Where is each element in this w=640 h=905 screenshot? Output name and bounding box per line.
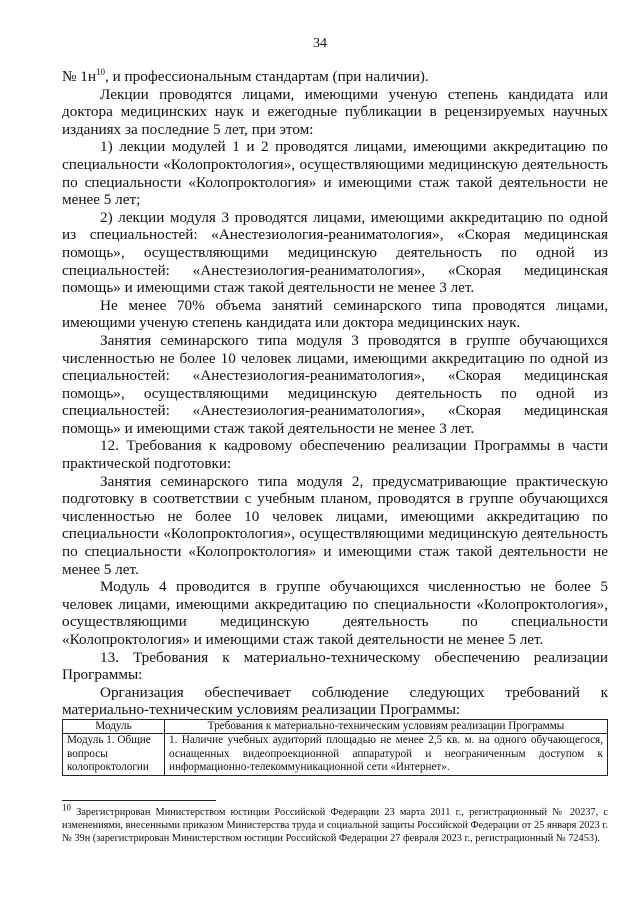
footnote xyxy=(62,802,608,845)
paragraph: Лекции проводятся лицами, имеющими ученую степень кандидата или доктора медицинских наук и ежегодные публикации в рецензируемых научных изданиях за последние 5 лет, при этом: xyxy=(62,85,608,138)
page-number: 34 xyxy=(313,36,327,51)
module-cell: Модуль 1. Общие вопросы колопроктологии xyxy=(63,734,165,776)
paragraph-text: № 1н xyxy=(62,68,97,85)
footnote-text: Зарегистрирован Министерством юстиции Российской Федерации 23 марта 2011 г., регистрационный № 20237, с изменениями, внесенными приказом Министерства труда и социальной защиты Российской Федерации от 25 января 2023 г. № 39н (зарегистрирован Министерством юстиции Российской Федерации 27 февраля 2023 г., регистрационный № 72453). xyxy=(62,807,608,844)
paragraph: Не менее 70% объема занятий семинарского типа проводятся лицами, имеющими ученую степень кандидата или доктора медицинских наук. xyxy=(62,296,608,332)
document-body xyxy=(62,68,608,776)
requirements-table xyxy=(62,719,608,776)
paragraph: 2) лекции модуля 3 проводятся лицами, имеющими аккредитацию по одной из специальностей: «Анестезиология-реаниматология», «Скорая медицинская помощь», осуществляющими медицинскую деятельность по одной из специальностей: «Анестезиология-реаниматология», «Скорая медицинская помощь» и имеющими стаж такой деятельности не менее 3 лет. xyxy=(62,208,608,297)
paragraph: Занятия семинарского типа модуля 2, предусматривающие практическую подготовку в соответствии с учебным планом, проводятся в группе обучающихся численностью не более 10 человек лицами, имеющими аккредитацию по специальности «Колопроктология», осуществляющими медицинскую деятельность по специальности «Колопроктология» и имеющими стаж такой деятельности не менее 5 лет. xyxy=(62,472,608,578)
section-heading: 12. Требования к кадровому обеспечению реализации Программы в части практической подготовки: xyxy=(62,437,608,473)
column-header: Требования к материально-техническим условиям реализации Программы xyxy=(165,719,608,734)
table-row xyxy=(63,734,608,776)
column-header: Модуль xyxy=(63,719,165,734)
requirement-cell: 1. Наличие учебных аудиторий площадью не менее 2,5 кв. м. на одного обучающегося, оснащенных видеопроекционной аппаратурой и неограниченным доступом к информационно-телекоммуникационной сети «Интернет». xyxy=(165,734,608,776)
footnote-ref[interactable]: 10 xyxy=(96,66,106,77)
paragraph-text: , и профессиональным стандартам (при наличии). xyxy=(105,68,429,85)
footnote-divider xyxy=(62,800,216,801)
section-heading: 13. Требования к материально-техническому обеспечению реализации Программы: xyxy=(62,648,608,684)
paragraph xyxy=(62,68,608,86)
paragraph: 1) лекции модулей 1 и 2 проводятся лицами, имеющими аккредитацию по специальности «Колопроктология», осуществляющими медицинскую деятельность по специальности «Колопроктология» и имеющими стаж такой деятельности не менее 5 лет; xyxy=(62,138,608,209)
footnote-mark: 10 xyxy=(62,802,71,813)
paragraph: Модуль 4 проводится в группе обучающихся численностью не более 5 человек лицами, имеющими аккредитацию по специальности «Колопроктология», осуществляющими медицинскую деятельность по специальности «Колопроктология» и имеющими стаж такой деятельности не менее 5 лет. xyxy=(62,578,608,648)
table-header-row xyxy=(63,719,608,734)
paragraph: Организация обеспечивает соблюдение следующих требований к материально-техническим условиям реализации Программы: xyxy=(62,683,608,719)
paragraph: Занятия семинарского типа модуля 3 проводятся в группе обучающихся численностью не более 10 человек лицами, имеющими аккредитацию по одной из специальностей: «Анестезиология-реаниматология», «Скорая медицинская помощь», осуществляющими медицинскую деятельность по одной из специальностей: «Анестезиология-реаниматология», «Скорая медицинская помощь» и имеющими стаж такой деятельности не менее 3 лет. xyxy=(62,331,608,437)
